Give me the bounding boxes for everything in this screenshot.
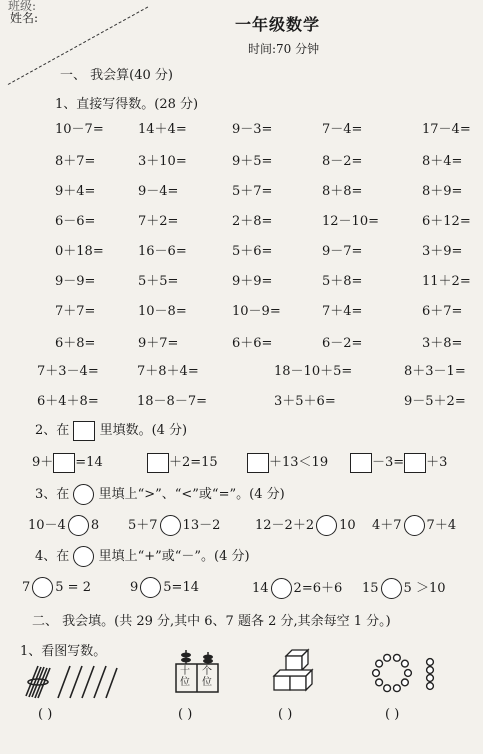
calc-item-mixed: 8＋3－1= [404, 364, 466, 379]
calc-item: 6＋12= [422, 214, 471, 229]
calc-item: 10－8= [138, 304, 187, 319]
sticks-bundle-icon [18, 660, 118, 700]
calc-item: 12－10= [322, 214, 379, 229]
bead [384, 654, 391, 661]
calc-item: 9＋7= [138, 336, 179, 351]
answer-circle[interactable] [404, 515, 425, 536]
answer-circle[interactable] [68, 515, 89, 536]
answer-paren-4[interactable]: ( ) [385, 707, 400, 722]
q2-b-text: ＋2=15 [169, 455, 218, 470]
answer-box[interactable] [247, 453, 269, 473]
q1-heading: 1、直接写得数。(28 分) [55, 97, 199, 112]
q4-right: 5 ＞10 [403, 581, 446, 596]
q4-item [252, 577, 342, 599]
calc-item: 6－2= [322, 336, 363, 351]
answer-box-icon [73, 421, 95, 441]
bead [373, 670, 380, 677]
answer-box[interactable] [404, 453, 426, 473]
stacked-cubes-icon [272, 648, 322, 694]
calc-item: 5＋6= [232, 244, 273, 259]
q4-item [362, 577, 446, 599]
q3-left: 5＋7 [128, 518, 158, 533]
q3-right: 10 [339, 518, 356, 533]
bead [394, 654, 401, 661]
exam-time: 时间:70 分钟 [248, 42, 320, 56]
bead [427, 675, 434, 682]
bead [427, 659, 434, 666]
calc-item: 10－7= [55, 122, 104, 137]
q3-heading [35, 483, 285, 505]
calc-item: 9－4= [138, 184, 179, 199]
calc-item-mixed: 3＋5＋6= [274, 394, 336, 409]
calc-item: 6＋7= [422, 304, 463, 319]
calc-item: 0＋18= [55, 244, 104, 259]
calc-item: 9－7= [322, 244, 363, 259]
calc-item: 16－6= [138, 244, 187, 259]
q3-pre: 3、在 [35, 487, 70, 502]
q2-item-c [247, 451, 328, 473]
bead [427, 683, 434, 690]
q4-left: 15 [362, 581, 379, 596]
class-label: 班级: [8, 0, 37, 13]
calc-item: 7－4= [322, 122, 363, 137]
q3-left: 12－2＋2 [255, 518, 315, 533]
q4-post: 里填上“+”或“－”。(4 分) [98, 549, 250, 564]
calc-item: 8＋7= [55, 154, 96, 169]
q3-item [255, 514, 356, 536]
bead [376, 679, 383, 686]
answer-circle[interactable] [32, 577, 53, 598]
q4-heading [35, 545, 250, 567]
answer-paren-1[interactable]: ( ) [38, 707, 53, 722]
q4-right: 2=6＋6 [293, 581, 343, 596]
section-2-title: 二、 我会填。(共 29 分,其中 6、7 题各 2 分,其余每空 1 分。) [32, 614, 391, 629]
answer-circle[interactable] [381, 578, 402, 599]
q2-d-text: －3= [372, 455, 405, 470]
calc-item-mixed: 6＋4＋8= [37, 394, 99, 409]
answer-box[interactable] [350, 453, 372, 473]
q3-item [128, 514, 220, 536]
answer-paren-3[interactable]: ( ) [278, 707, 293, 722]
q3-left: 4＋7 [372, 518, 402, 533]
answer-circle[interactable] [316, 515, 337, 536]
section-1-title: 一、 我会算(40 分) [60, 68, 173, 83]
s2-q1-heading: 1、看图写数。 [20, 644, 107, 659]
q3-item [372, 514, 456, 536]
q3-right: 7＋4 [426, 518, 457, 533]
q4-pre: 4、在 [35, 549, 70, 564]
calc-item-mixed: 7＋3－4= [37, 364, 99, 379]
q2-d-text2: ＋3 [426, 455, 448, 470]
calc-item: 9－9= [55, 274, 96, 289]
abacus-ten-label: 十 位 [180, 666, 190, 688]
calc-item: 3＋9= [422, 244, 463, 259]
calc-item: 9＋4= [55, 184, 96, 199]
calc-item: 9＋9= [232, 274, 273, 289]
answer-circle-icon [73, 484, 94, 505]
calc-item: 5＋7= [232, 184, 273, 199]
calc-item: 14＋4= [138, 122, 187, 137]
calc-item: 6＋6= [232, 336, 273, 351]
calc-item: 7＋2= [138, 214, 179, 229]
calc-item: 5＋5= [138, 274, 179, 289]
abacus-icon [175, 650, 219, 692]
q3-item [28, 514, 99, 536]
q3-right: 13－2 [182, 518, 221, 533]
calc-item: 8＋4= [422, 154, 463, 169]
calc-item: 17－4= [422, 122, 471, 137]
calc-item-mixed: 18－10＋5= [274, 364, 353, 379]
q4-item [22, 577, 91, 598]
calc-item: 9＋5= [232, 154, 273, 169]
answer-circle[interactable] [140, 577, 161, 598]
bead [427, 667, 434, 674]
q3-right: 8 [90, 518, 100, 533]
calc-item: 5＋8= [322, 274, 363, 289]
q4-left: 14 [252, 581, 269, 596]
bead [376, 660, 383, 667]
calc-item-mixed: 18－8－7= [137, 394, 207, 409]
bead [384, 685, 391, 692]
q3-post: 里填上“>”、“<”或“=”。(4 分) [98, 487, 285, 502]
bead [402, 660, 409, 667]
q4-left: 7 [22, 580, 31, 595]
calc-item: 6＋8= [55, 336, 96, 351]
calc-item: 8＋9= [422, 184, 463, 199]
q4-right: 5=14 [163, 580, 199, 595]
q2-item-a [32, 451, 103, 473]
calc-item: 6－6= [55, 214, 96, 229]
q2-a-text: 9＋ [32, 455, 54, 470]
calc-item: 8＋8= [322, 184, 363, 199]
calc-item: 2＋8= [232, 214, 273, 229]
calc-item: 3＋10= [138, 154, 187, 169]
answer-box[interactable] [147, 453, 169, 473]
calc-item: 3＋8= [422, 336, 463, 351]
q4-item [130, 577, 199, 598]
calc-item-mixed: 9－5＋2= [404, 394, 466, 409]
answer-circle-icon [73, 546, 94, 567]
calc-item: 10－9= [232, 304, 281, 319]
calc-item-mixed: 7＋8＋4= [137, 364, 199, 379]
bead [394, 685, 401, 692]
q4-left: 9 [130, 580, 139, 595]
q2-pre: 2、在 [35, 423, 70, 438]
answer-paren-2[interactable]: ( ) [178, 707, 193, 722]
q2-c-text: ＋13＜19 [269, 455, 329, 470]
calc-item: 9－3= [232, 122, 273, 137]
q2-post: 里填数。(4 分) [99, 423, 188, 438]
q3-left: 10－4 [28, 518, 66, 533]
q2-heading [35, 419, 187, 441]
bead [405, 670, 412, 677]
q2-item-b [147, 451, 218, 473]
bead-ring-icon [370, 652, 440, 696]
calc-item: 11＋2= [422, 274, 471, 289]
answer-circle[interactable] [271, 578, 292, 599]
page-title: 一年级数学 [235, 15, 321, 34]
calc-item: 8－2= [322, 154, 363, 169]
q4-right: 5 = 2 [55, 580, 91, 595]
abacus-one-label: 个 位 [202, 666, 212, 688]
calc-item: 7＋4= [322, 304, 363, 319]
calc-item: 7＋7= [55, 304, 96, 319]
bead [402, 679, 409, 686]
answer-circle[interactable] [160, 515, 181, 536]
answer-box[interactable] [53, 453, 75, 473]
name-label: 姓名: [10, 11, 39, 25]
q2-a-text2: =14 [75, 455, 103, 470]
q2-item-d [350, 451, 447, 473]
